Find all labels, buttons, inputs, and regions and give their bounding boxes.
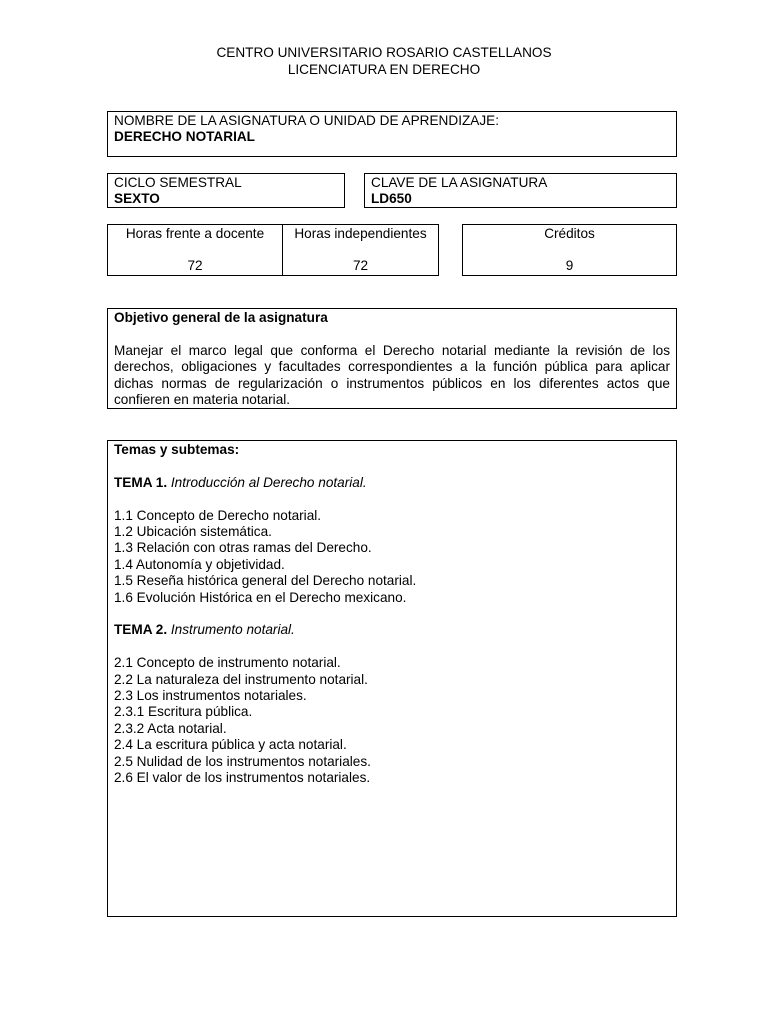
document-header bbox=[0, 45, 768, 78]
list-item: 1.5 Reseña histórica general del Derecho notarial. bbox=[114, 573, 417, 589]
program-name: LICENCIATURA EN DERECHO bbox=[287, 61, 481, 77]
list-item: 2.3.2 Acta notarial. bbox=[114, 720, 227, 736]
subject-value: DERECHO NOTARIAL bbox=[114, 129, 255, 145]
credits-box bbox=[462, 224, 677, 276]
objective-box bbox=[107, 308, 677, 409]
tema2-list bbox=[114, 655, 670, 786]
tema2-label: TEMA 2. bbox=[114, 622, 168, 638]
list-item: 1.4 Autonomía y objetividad. bbox=[114, 556, 285, 572]
teacher-hours-cell bbox=[108, 225, 283, 275]
cycle-label: CICLO SEMESTRAL bbox=[114, 175, 242, 190]
credits-value: 9 bbox=[565, 258, 574, 274]
teacher-hours-label: Horas frente a docente bbox=[125, 226, 265, 241]
objective-title: Objetivo general de la asignatura bbox=[114, 310, 328, 325]
tema1-heading bbox=[114, 475, 670, 491]
list-item: 2.3.1 Escritura pública. bbox=[114, 704, 253, 720]
credits-cell bbox=[463, 225, 676, 275]
hours-box bbox=[107, 224, 439, 276]
code-label: CLAVE DE LA ASIGNATURA bbox=[371, 175, 548, 190]
tema1-name: Introducción al Derecho notarial. bbox=[170, 474, 367, 490]
tema1-label: TEMA 1. bbox=[114, 474, 168, 490]
list-item: 2.1 Concepto de instrumento notarial. bbox=[114, 655, 341, 671]
independent-hours-cell bbox=[283, 225, 438, 275]
independent-hours-label: Horas independientes bbox=[294, 226, 427, 241]
list-item: 1.1 Concepto de Derecho notarial. bbox=[114, 507, 322, 523]
list-item: 2.2 La naturaleza del instrumento notarial. bbox=[114, 671, 368, 687]
cycle-box bbox=[107, 173, 345, 208]
list-item: 2.6 El valor de los instrumentos notariales. bbox=[114, 770, 371, 786]
code-value: LD650 bbox=[371, 191, 412, 207]
list-item: 2.3 Los instrumentos notariales. bbox=[114, 688, 307, 704]
tema2-name: Instrumento notarial. bbox=[170, 622, 295, 638]
subject-label: NOMBRE DE LA ASIGNATURA O UNIDAD DE APRENDIZAJE: bbox=[114, 113, 499, 128]
cycle-value: SEXTO bbox=[114, 191, 160, 207]
objective-text: Manejar el marco legal que conforma el Derecho notarial mediante la revisión de los derechos, obligaciones y facultades correspondientes a la función pública para aplicar dichas normas de regularización o instrumentos públicos en los diferentes actos que confieren en materia notarial. bbox=[114, 342, 670, 408]
list-item: 2.5 Nulidad de los instrumentos notariales. bbox=[114, 753, 371, 769]
list-item: 1.6 Evolución Histórica en el Derecho mexicano. bbox=[114, 589, 407, 605]
teacher-hours-value: 72 bbox=[187, 258, 203, 274]
topics-title: Temas y subtemas: bbox=[114, 442, 240, 457]
tema1-list bbox=[114, 508, 670, 606]
list-item: 1.3 Relación con otras ramas del Derecho. bbox=[114, 540, 372, 556]
institution-name: CENTRO UNIVERSITARIO ROSARIO CASTELLANOS bbox=[216, 45, 552, 60]
independent-hours-value: 72 bbox=[352, 258, 369, 274]
tema2-heading bbox=[114, 622, 670, 638]
list-item: 1.2 Ubicación sistemática. bbox=[114, 524, 272, 539]
list-item: 2.4 La escritura pública y acta notarial. bbox=[114, 737, 347, 753]
code-box bbox=[364, 173, 677, 208]
credits-label: Créditos bbox=[544, 226, 595, 241]
topics-box bbox=[107, 440, 677, 917]
subject-box bbox=[107, 111, 677, 157]
